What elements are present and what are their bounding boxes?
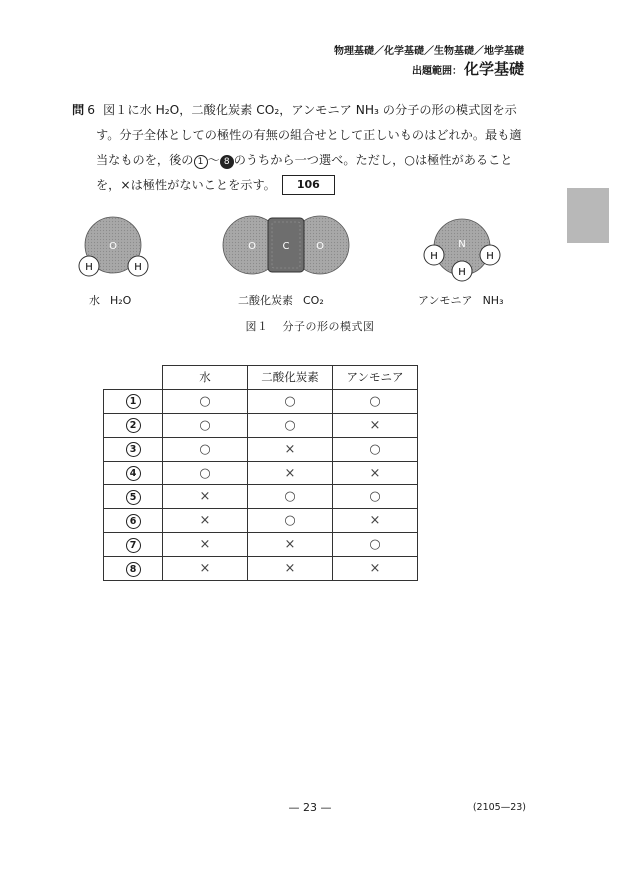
- water-label: [89, 292, 131, 308]
- water-molecule-diagram: [79, 217, 148, 276]
- cell-ammonia: [333, 389, 418, 413]
- option-number-circle: 5: [126, 490, 141, 505]
- cell-water: [163, 413, 248, 437]
- ammonia-h-label-bottom: H: [458, 267, 466, 278]
- row-number-cell: [104, 509, 163, 533]
- polarity-mark: ○: [284, 489, 296, 505]
- polarity-mark: ○: [284, 513, 296, 529]
- polarity-mark: ○: [199, 441, 211, 457]
- polarity-mark: ×: [199, 537, 211, 553]
- row-number-cell: [104, 533, 163, 557]
- row-number-cell: [104, 461, 163, 485]
- water-o-label: O: [109, 241, 117, 252]
- polarity-mark: ○: [369, 393, 381, 409]
- water-name: 水: [89, 294, 100, 307]
- polarity-mark: ×: [369, 417, 381, 433]
- row-number-cell: [104, 485, 163, 509]
- polarity-mark: ×: [369, 465, 381, 481]
- option-number-circle: 4: [126, 466, 141, 481]
- subjects-header: 物理基礎／化学基礎／生物基礎／地学基礎: [334, 46, 524, 57]
- cell-water: [163, 389, 248, 413]
- cell-water: [163, 557, 248, 581]
- cell-water: [163, 485, 248, 509]
- choice-last-circle: 8: [220, 155, 234, 169]
- figure-caption-number: 図１: [245, 320, 269, 333]
- cell-ammonia: [333, 533, 418, 557]
- ammonia-formula: NH₃: [482, 294, 504, 307]
- cell-water: [163, 509, 248, 533]
- option-number-circle: 3: [126, 442, 141, 457]
- cell-ammonia: [333, 461, 418, 485]
- question-line-1: 図１に水 H₂O，二酸化炭素 CO₂，アンモニア NH₃ の分子の形の模式図を示: [102, 103, 517, 117]
- ammonia-n-label: N: [458, 239, 466, 250]
- figure-caption-text: 分子の形の模式図: [282, 320, 375, 333]
- question-number: 6: [87, 103, 95, 117]
- polarity-mark: ○: [199, 393, 211, 409]
- table-row: [104, 389, 418, 413]
- row-number-cell: [104, 413, 163, 437]
- table-corner-cell: [104, 366, 163, 390]
- co2-molecule-diagram: [223, 216, 349, 274]
- cell-co2: [248, 533, 333, 557]
- question-line-3c: のうちから一つ選べ。ただし，○は極性があること: [233, 153, 513, 167]
- table-row: [104, 461, 418, 485]
- polarity-mark: ○: [199, 465, 211, 481]
- polarity-mark: ○: [369, 489, 381, 505]
- choice-first-circle: 1: [194, 155, 208, 169]
- option-number-circle: 6: [126, 514, 141, 529]
- polarity-table: [103, 365, 418, 581]
- question-label: 問: [72, 103, 85, 117]
- polarity-mark: ×: [369, 513, 381, 529]
- water-h-label-right: H: [134, 262, 142, 273]
- row-number-cell: [104, 389, 163, 413]
- co2-o-label-right: O: [316, 241, 324, 252]
- header-co2: 二酸化炭素: [248, 366, 333, 390]
- polarity-mark: ×: [284, 441, 296, 457]
- polarity-mark: ○: [369, 537, 381, 553]
- polarity-mark: ×: [284, 537, 296, 553]
- table-row: [104, 437, 418, 461]
- cell-co2: [248, 437, 333, 461]
- ammonia-name: アンモニア: [418, 294, 473, 307]
- cell-co2: [248, 389, 333, 413]
- option-number-circle: 2: [126, 418, 141, 433]
- molecule-figure: [0, 205, 620, 305]
- ammonia-h-label-right: H: [486, 251, 494, 262]
- option-number-circle: 8: [126, 562, 141, 577]
- page-number: — 23 —: [288, 801, 332, 814]
- scope-value: 化学基礎: [463, 60, 524, 78]
- answer-number-box: 106: [282, 175, 335, 195]
- polarity-mark: ×: [199, 489, 211, 505]
- cell-ammonia: [333, 413, 418, 437]
- cell-co2: [248, 509, 333, 533]
- cell-co2: [248, 557, 333, 581]
- co2-label: [238, 292, 324, 308]
- row-number-cell: [104, 437, 163, 461]
- cell-water: [163, 437, 248, 461]
- cell-ammonia: [333, 509, 418, 533]
- table-header-row: [104, 366, 418, 390]
- polarity-mark: ○: [369, 441, 381, 457]
- option-number-circle: 7: [126, 538, 141, 553]
- cell-ammonia: [333, 485, 418, 509]
- ammonia-molecule-diagram: [424, 219, 500, 281]
- cell-water: [163, 533, 248, 557]
- polarity-mark: ×: [284, 465, 296, 481]
- cell-ammonia: [333, 557, 418, 581]
- polarity-mark: ○: [284, 393, 296, 409]
- polarity-mark: ○: [284, 417, 296, 433]
- document-code: (2105—23): [472, 802, 526, 813]
- table-row: [104, 557, 418, 581]
- question-line-4: を，×は極性がないことを示す。: [96, 178, 276, 192]
- question-line-3b: ～: [207, 153, 220, 167]
- cell-co2: [248, 461, 333, 485]
- cell-ammonia: [333, 437, 418, 461]
- figure-caption: [0, 318, 620, 334]
- question-line-2: す。分子全体としての極性の有無の組合せとして正しいものはどれか。最も適: [96, 128, 522, 142]
- polarity-mark: ×: [284, 561, 296, 577]
- scope-label: 出題範囲：: [411, 66, 462, 77]
- option-number-circle: 1: [126, 394, 141, 409]
- question-text: [72, 98, 532, 198]
- table-row: [104, 413, 418, 437]
- cell-co2: [248, 485, 333, 509]
- header-water: 水: [163, 366, 248, 390]
- co2-name: 二酸化炭素: [238, 294, 293, 307]
- table-row: [104, 485, 418, 509]
- row-number-cell: [104, 557, 163, 581]
- table-row: [104, 533, 418, 557]
- ammonia-label: [418, 292, 503, 308]
- co2-o-label-left: O: [248, 241, 256, 252]
- polarity-mark: ○: [199, 417, 211, 433]
- header-ammonia: アンモニア: [333, 366, 418, 390]
- table-row: [104, 509, 418, 533]
- water-h-label-left: H: [85, 262, 93, 273]
- water-formula: H₂O: [110, 294, 132, 307]
- polarity-mark: ×: [199, 561, 211, 577]
- cell-water: [163, 461, 248, 485]
- ammonia-h-label-left: H: [430, 251, 438, 262]
- question-line-3a: 当なものを，後の: [96, 153, 194, 167]
- co2-formula: CO₂: [303, 294, 324, 307]
- co2-c-label: C: [282, 241, 290, 252]
- polarity-mark: ×: [199, 513, 211, 529]
- polarity-mark: ×: [369, 561, 381, 577]
- scope-header: [412, 58, 524, 79]
- cell-co2: [248, 413, 333, 437]
